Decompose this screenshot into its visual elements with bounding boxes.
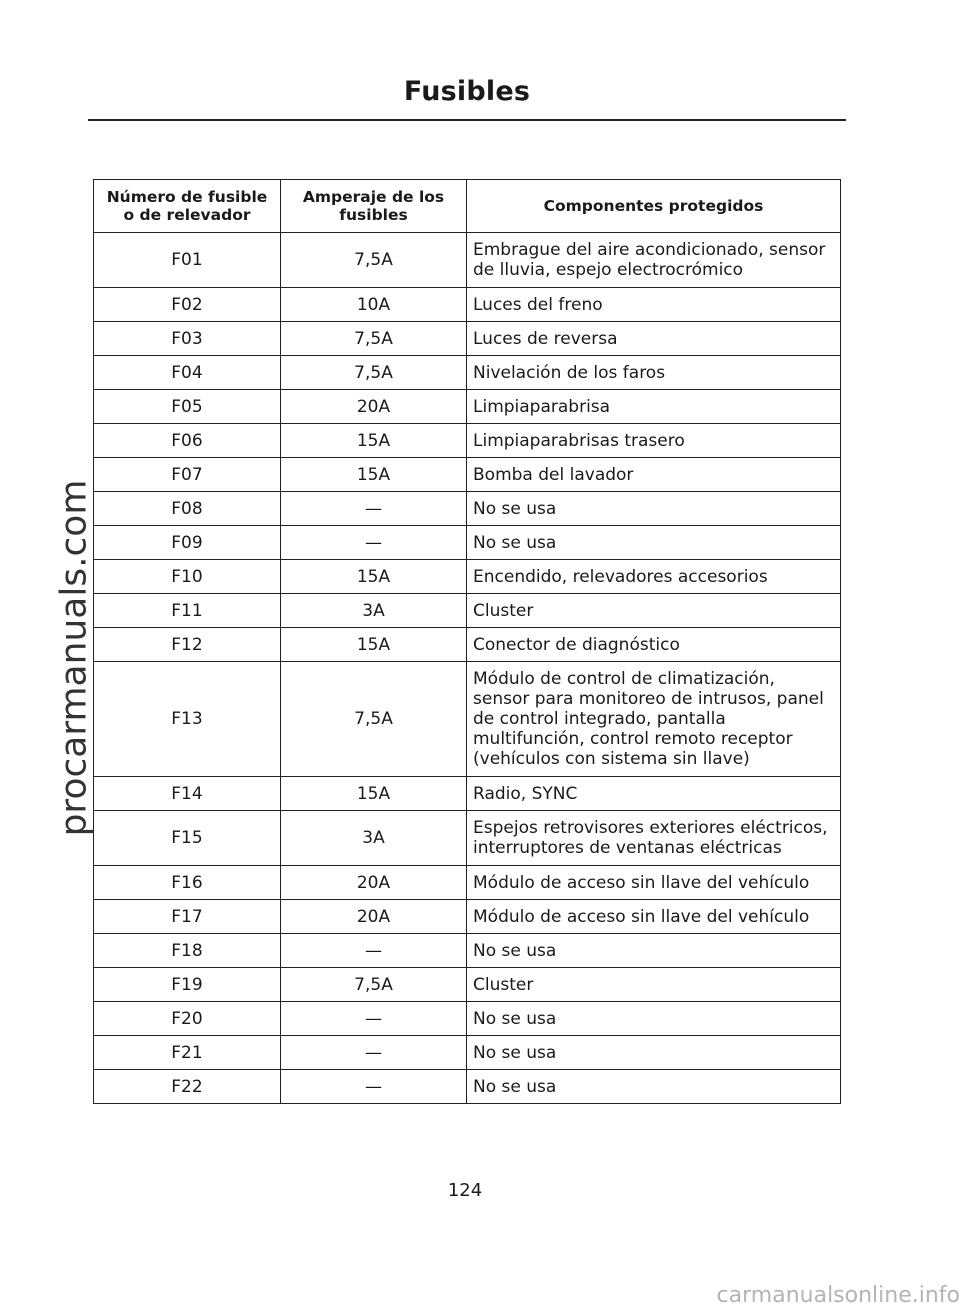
components-cell: No se usa (467, 1036, 841, 1070)
amperage-cell: 3A (281, 811, 467, 866)
table-row (94, 356, 841, 390)
title-divider (88, 119, 846, 121)
fuse-number-cell: F16 (94, 866, 281, 900)
header-components: Componentes protegidos (467, 180, 841, 233)
table-row (94, 866, 841, 900)
fuse-number-cell: F01 (94, 233, 281, 288)
fuse-number-cell: F19 (94, 968, 281, 1002)
amperage-cell: 15A (281, 458, 467, 492)
amperage-cell: 20A (281, 900, 467, 934)
table-row (94, 458, 841, 492)
amperage-cell: 15A (281, 424, 467, 458)
fuse-number-cell: F08 (94, 492, 281, 526)
components-cell: Radio, SYNC (467, 777, 841, 811)
fuse-number-cell: F12 (94, 628, 281, 662)
table-row (94, 1070, 841, 1104)
amperage-cell: 20A (281, 390, 467, 424)
fuse-number-cell: F14 (94, 777, 281, 811)
components-cell: Módulo de control de climatización, sensor para monitoreo de intrusos, panel de control integrado, pantalla multifunción, control remoto receptor (vehículos con sistema sin llave) (467, 662, 841, 777)
header-amperage: Amperaje de los fusibles (281, 180, 467, 233)
table-row (94, 288, 841, 322)
table-row (94, 662, 841, 777)
amperage-cell: 7,5A (281, 356, 467, 390)
fuse-number-cell: F18 (94, 934, 281, 968)
components-cell: No se usa (467, 1002, 841, 1036)
amperage-cell: 15A (281, 560, 467, 594)
amperage-cell: 3A (281, 594, 467, 628)
fuse-number-cell: F20 (94, 1002, 281, 1036)
footer-watermark-url: carmanualsonline.info (716, 1283, 960, 1308)
table-header-row (94, 180, 841, 233)
components-cell: Embrague del aire acondicionado, sensor de lluvia, espejo electrocrómico (467, 233, 841, 288)
amperage-cell: — (281, 1002, 467, 1036)
components-cell: Bomba del lavador (467, 458, 841, 492)
fuse-number-cell: F11 (94, 594, 281, 628)
table-row (94, 424, 841, 458)
watermark-text: procarmanuals.com (53, 479, 95, 837)
amperage-cell: 15A (281, 777, 467, 811)
table-row (94, 934, 841, 968)
fuse-number-cell: F17 (94, 900, 281, 934)
table-row (94, 1036, 841, 1070)
components-cell: Limpiaparabrisas trasero (467, 424, 841, 458)
amperage-cell: 20A (281, 866, 467, 900)
amperage-cell: 7,5A (281, 968, 467, 1002)
components-cell: Luces del freno (467, 288, 841, 322)
fuse-number-cell: F09 (94, 526, 281, 560)
table-row (94, 233, 841, 288)
table-row (94, 777, 841, 811)
fuse-number-cell: F05 (94, 390, 281, 424)
fuse-number-cell: F03 (94, 322, 281, 356)
components-cell: No se usa (467, 1070, 841, 1104)
table-row (94, 526, 841, 560)
fuse-number-cell: F04 (94, 356, 281, 390)
components-cell: Módulo de acceso sin llave del vehículo (467, 866, 841, 900)
fuse-number-cell: F21 (94, 1036, 281, 1070)
header-fuse-number: Número de fusible o de relevador (94, 180, 281, 233)
table-row (94, 560, 841, 594)
table-row (94, 1002, 841, 1036)
amperage-cell: 7,5A (281, 233, 467, 288)
components-cell: No se usa (467, 526, 841, 560)
table-row (94, 900, 841, 934)
fuse-table (93, 179, 841, 1104)
components-cell: Luces de reversa (467, 322, 841, 356)
amperage-cell: 15A (281, 628, 467, 662)
amperage-cell: — (281, 1070, 467, 1104)
components-cell: Espejos retrovisores exteriores eléctricos, interruptores de ventanas eléctricas (467, 811, 841, 866)
fuse-number-cell: F10 (94, 560, 281, 594)
components-cell: Módulo de acceso sin llave del vehículo (467, 900, 841, 934)
components-cell: Nivelación de los faros (467, 356, 841, 390)
fuse-number-cell: F06 (94, 424, 281, 458)
fuse-number-cell: F07 (94, 458, 281, 492)
components-cell: Limpiaparabrisa (467, 390, 841, 424)
components-cell: Conector de diagnóstico (467, 628, 841, 662)
fuse-number-cell: F02 (94, 288, 281, 322)
table-row (94, 968, 841, 1002)
table-row (94, 811, 841, 866)
components-cell: Cluster (467, 594, 841, 628)
table-row (94, 390, 841, 424)
table-row (94, 322, 841, 356)
table-row (94, 628, 841, 662)
components-cell: Cluster (467, 968, 841, 1002)
amperage-cell: 7,5A (281, 322, 467, 356)
amperage-cell: — (281, 1036, 467, 1070)
amperage-cell: — (281, 492, 467, 526)
amperage-cell: 7,5A (281, 662, 467, 777)
amperage-cell: — (281, 526, 467, 560)
fuse-number-cell: F13 (94, 662, 281, 777)
page-title: Fusibles (403, 76, 531, 107)
table-row (94, 492, 841, 526)
page-number: 124 (447, 1180, 483, 1201)
components-cell: No se usa (467, 492, 841, 526)
components-cell: Encendido, relevadores accesorios (467, 560, 841, 594)
amperage-cell: — (281, 934, 467, 968)
fuse-number-cell: F22 (94, 1070, 281, 1104)
components-cell: No se usa (467, 934, 841, 968)
fuse-number-cell: F15 (94, 811, 281, 866)
amperage-cell: 10A (281, 288, 467, 322)
table-row (94, 594, 841, 628)
